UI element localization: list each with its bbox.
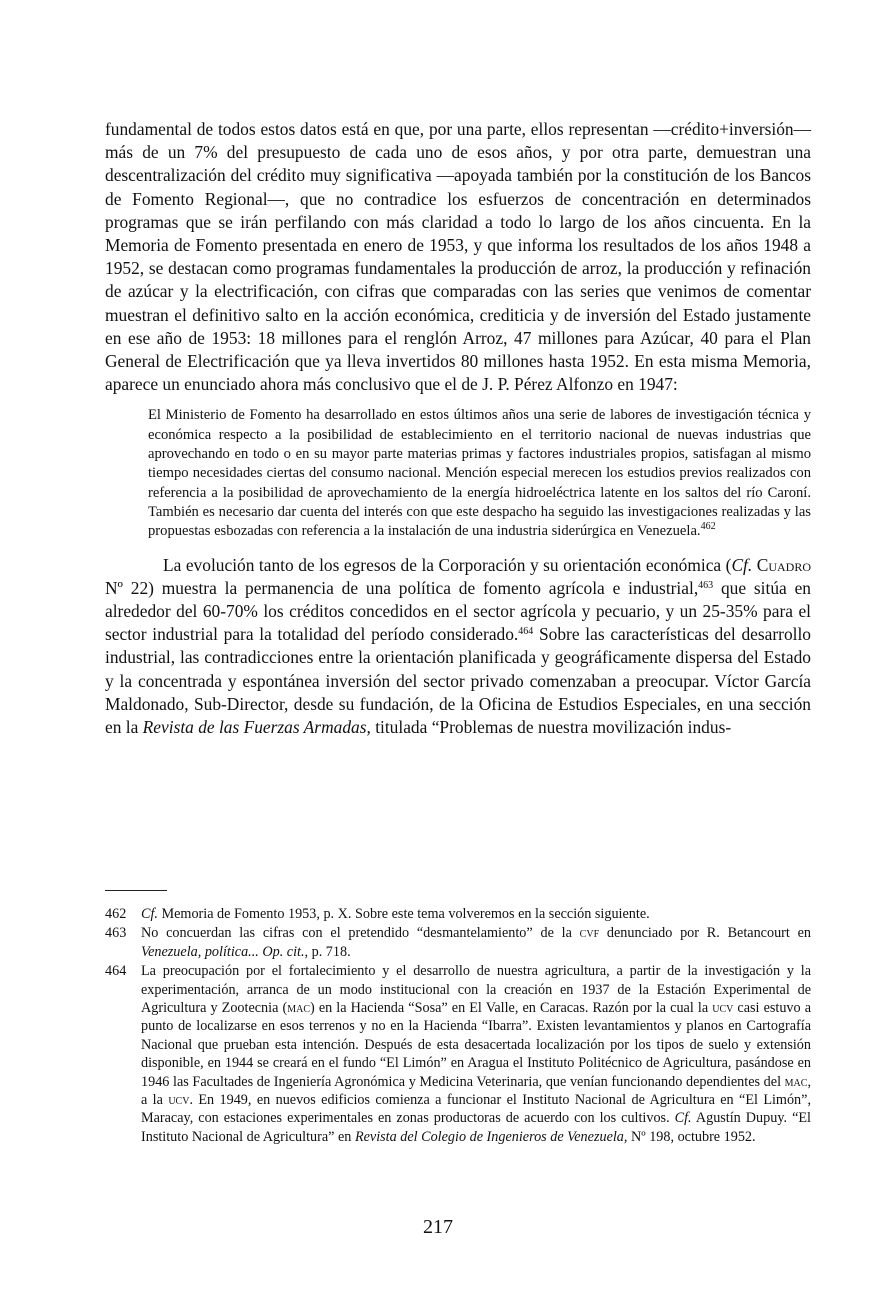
footnote-separator xyxy=(105,890,167,891)
footnote-number: 462 xyxy=(105,906,127,922)
acronym: mac xyxy=(784,1073,808,1090)
footnote-text xyxy=(141,905,811,923)
footnote-text xyxy=(141,962,811,1146)
block-quote xyxy=(148,406,811,541)
footnote-body: . En 1949, en nuevos edificios comienza a funcionar el Instituto Nacional de Agricultura en “El Limón”, Maracay, con estaciones experimentales en zonas productoras de acuerdo con los cultivos. xyxy=(141,1092,811,1127)
acronym: ucv xyxy=(168,1092,190,1109)
cf-abbrev: Cf. xyxy=(141,906,158,922)
footnote-462 xyxy=(105,905,811,923)
paragraph-2-text: Nº 22) muestra la permanencia de una política de fomento agrícola e industrial, xyxy=(105,577,699,598)
cf-abbrev: Cf. xyxy=(674,1110,692,1127)
quote-text xyxy=(148,406,811,541)
footnote-ref-462[interactable]: 462 xyxy=(700,521,716,533)
cf-abbrev: Cf. xyxy=(731,554,753,575)
footnote-ref-464[interactable]: 464 xyxy=(518,626,534,638)
footnote-body: La preocupación por el fortalecimiento y el desarrollo de nuestra agricultura, a partir de la investigación y la experimentación, arranca de un modo institucional con la creación en 1937 de la Estación Experimental de Agricultura y Zootecnia ( xyxy=(141,963,811,1017)
quote-body: El Ministerio de Fomento ha desarrollado en estos últimos años una serie de labores de investigación técnica y económica respecto a la posibilidad de establecimiento en el territorio nacional de nuevas industrias que aprovechando en todo o en su mayor parte materias primas y factores industriales propios, satisfagan al mismo tiempo necesidades ciertas del consumo nacional. Mención especial merecen los estudios previos realizados con referencia a la posibilidad de aprovechamiento de la energía hidroeléctrica latente en los saltos del río Caroní. También es necesario dar cuenta del interés con que este despacho ha seguido las investigaciones realizadas y las propuestas esbozadas con referencia a la instalación de una industria siderúrgica en Venezuela. xyxy=(148,407,811,540)
footnote-body: p. 718. xyxy=(308,943,351,960)
footnote-body: denunciado por R. Betancourt en xyxy=(599,925,811,942)
footnotes xyxy=(105,905,811,1147)
journal-title: Revista de las Fuerzas Armadas, xyxy=(142,716,371,737)
paragraph-2 xyxy=(105,554,811,740)
footnote-463 xyxy=(105,924,811,961)
cited-work: Venezuela, política... Op. cit., xyxy=(141,943,309,960)
main-text xyxy=(105,118,811,739)
paragraph-1: fundamental de todos estos datos está en que, por una parte, ellos representan —crédito+inversión— más de un 7% del presupuesto de cada uno de esos años, y por otra parte, demuestran una descentralización del crédito muy significativa —apoyada también por la constitución de los Bancos de Fomento Regional—, que no contradice los esfuerzos de concentración en determinados programas que se irán perfilando con más claridad a todo lo largo de los años cincuenta. En la Memoria de Fomento presentada en enero de 1953, y que informa los resultados de los años 1948 a 1952, se destacan como programas fundamentales la producción de arroz, la producción y refinación de azúcar y la electrificación, con cifras que comparadas con las series que venimos de comentar muestran el definitivo salto en la acción económica, crediticia y de inversión del Estado justamente en ese año de 1953: 18 millones para el renglón Arroz, 47 millones para Azúcar, 40 para el Plan General de Electrificación que ya lleva invertidos 80 millones hasta 1952. En esta misma Memoria, aparece un enunciado ahora más conclusivo que el de J. P. Pérez Alfonzo en 1947: xyxy=(105,119,811,395)
footnote-body: , a la xyxy=(141,1073,811,1109)
footnote-text xyxy=(141,924,811,961)
page-body xyxy=(105,118,811,739)
journal-title: Revista del Colegio de Ingenieros de Venezuela, xyxy=(354,1128,628,1145)
footnote-body: Nº 198, octubre 1952. xyxy=(627,1128,756,1145)
footnote-number: 463 xyxy=(105,925,127,942)
paragraph-2-text: La evolución tanto de los egresos de la Corporación y su orientación económica ( xyxy=(163,554,732,575)
footnote-body: Memoria de Fomento 1953, p. X. Sobre este tema volveremos en la sección siguiente. xyxy=(157,906,650,922)
page-number: 217 xyxy=(423,1216,453,1238)
paragraph-2-text: Sobre las características del desarrollo industrial, las contradicciones entre la orientación planificada y geográficamente dispersa del Estado y la concentrada y espontánea inversión del sector privado comenzaban a preocupar. Víctor García Maldonado, Sub-Director, desde su fundación, de la Oficina de Estudios Especiales, en una sección en la xyxy=(105,624,811,737)
acronym: mac xyxy=(287,1000,311,1017)
footnote-ref-463[interactable]: 463 xyxy=(698,579,714,591)
footnote-body: No concuerdan las cifras con el pretendido “desmantelamiento” de la xyxy=(141,925,580,942)
footnote-body: Agustín Dupuy. “El Instituto Nacional de Agricultura” en xyxy=(141,1110,811,1145)
paragraph-2-text: que sitúa en alrededor del 60-70% los créditos concedidos en el sector agrícola y pecuario, y un 25-35% para el sector industrial para la totalidad del período considerado. xyxy=(105,577,811,645)
footnote-body: casi estuvo a punto de localizarse en esos terrenos y no en la Hacienda “Ibarra”. Existen levantamientos y planos en Cartografía Nacional que prueban esta intención. Después de esta desacertada localización por los tipos de suelo y extensión disponible, en 1944 se creará en el fundo “El Limón” en Aragua el Instituto Politécnico de Agricultura, pasándose en 1946 las Facultades de Ingeniería Agronómica y Medicina Veterinaria, que venían funcionando dependientes del xyxy=(141,1000,812,1090)
footnote-number: 464 xyxy=(105,963,127,980)
footnote-464 xyxy=(105,962,811,1146)
acronym: ucv xyxy=(712,1000,734,1017)
footnote-body: ) en la Hacienda “Sosa” en El Valle, en Caracas. Razón por la cual la xyxy=(310,1000,713,1017)
acronym: cvf xyxy=(579,925,600,942)
cuadro-ref: Cuadro xyxy=(752,554,811,575)
paragraph-2-text: titulada “Problemas de nuestra movilización indus- xyxy=(370,716,732,737)
